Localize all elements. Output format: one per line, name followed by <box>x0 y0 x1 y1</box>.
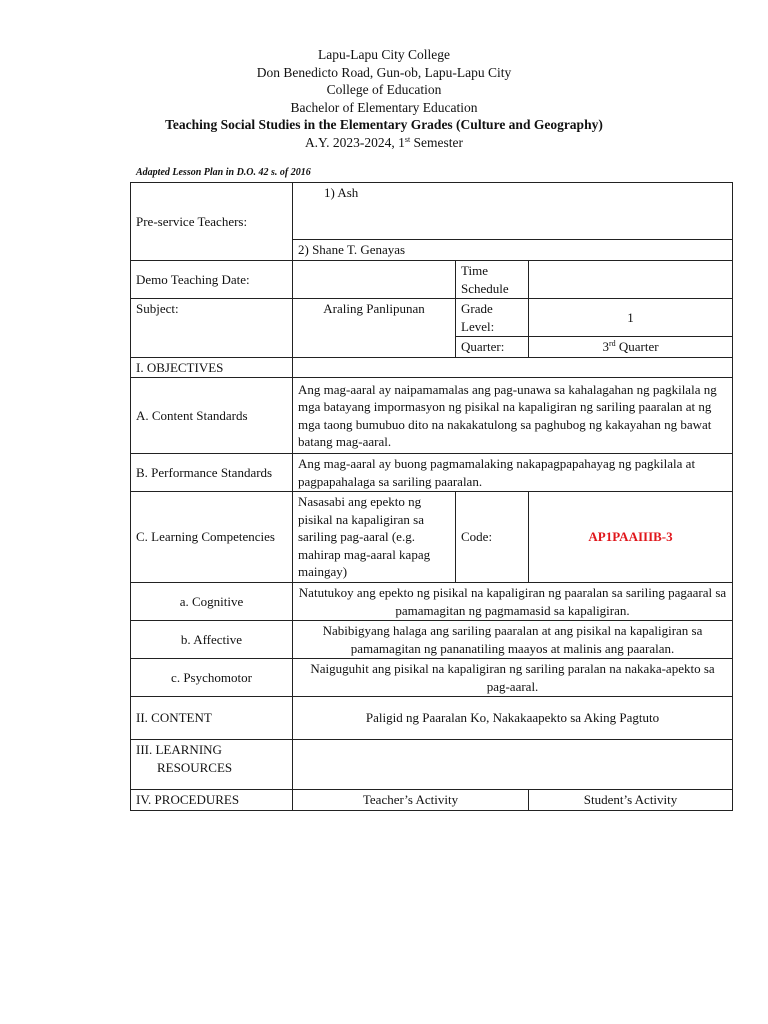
code-value[interactable]: AP1PAAIIIB-3 <box>529 492 733 583</box>
subject-value[interactable]: Araling Panlipunan <box>293 299 456 358</box>
content-standards-value[interactable]: Ang mag-aaral ay naipamamalas ang pag-unawa sa kahalagahan ng pagkilala ng mga batayang impormasyon ng pisikal na kapaligiran ng sariling paaralan at ng mga taong bumubuo dito na nakakatulong sa paghubog ng kakayahan ng bawat batang mag-aaral. <box>293 378 733 454</box>
time-schedule-value[interactable] <box>529 261 733 299</box>
demo-date-value[interactable] <box>293 261 456 299</box>
quarter-label: Quarter: <box>456 337 529 358</box>
academic-year-sup: st <box>404 134 411 144</box>
content-label: II. CONTENT <box>131 697 293 740</box>
psychomotor-value[interactable]: Naiguguhit ang pisikal na kapaligiran ng sariling paralan na nakaka-apekto sa pag-aaral. <box>293 659 733 697</box>
resources-value[interactable] <box>293 740 733 790</box>
demo-date-label: Demo Teaching Date: <box>131 261 293 299</box>
teacher-2[interactable]: 2) Shane T. Genayas <box>293 240 733 261</box>
cognitive-value[interactable]: Natutukoy ang epekto ng pisikal na kapaligiran ng paaralan sa sariling pagaaral sa pamamagitan ng pagmamasid sa kapaligiran. <box>293 583 733 621</box>
department-name: College of Education <box>326 82 442 97</box>
time-schedule-label: Time Schedule <box>456 261 529 299</box>
preservice-label: Pre-service Teachers: <box>131 183 293 261</box>
resources-label <box>131 740 293 790</box>
academic-year <box>0 134 768 152</box>
lesson-plan-table <box>130 182 733 811</box>
learning-competencies-value[interactable]: Nasasabi ang epekto ng pisikal na kapaligiran sa sariling pag-aaral (e.g. mahirap mag-aaral kapag maingay) <box>293 492 456 583</box>
academic-year-prefix: A.Y. 2023-2024, 1 <box>304 134 405 150</box>
grade-level-value[interactable]: 1 <box>529 299 733 337</box>
course-title: Teaching Social Studies in the Elementary Grades (Culture and Geography) <box>165 117 603 132</box>
row-content-standards <box>131 378 733 454</box>
row-learning-resources <box>131 740 733 790</box>
teacher-activity-header: Teacher’s Activity <box>293 790 529 811</box>
content-standards-label: A. Content Standards <box>131 378 293 454</box>
resources-label-line-1: III. LEARNING <box>136 742 222 757</box>
program-name: Bachelor of Elementary Education <box>290 99 478 115</box>
objectives-value <box>293 357 733 378</box>
college-address: Don Benedicto Road, Gun-ob, Lapu-Lapu City <box>256 64 512 80</box>
row-cognitive <box>131 583 733 621</box>
teacher-1-cell[interactable] <box>293 183 733 240</box>
row-content <box>131 697 733 740</box>
content-value[interactable]: Paligid ng Paaralan Ko, Nakakaapekto sa Aking Pagtuto <box>293 697 733 740</box>
cognitive-label: a. Cognitive <box>131 583 293 621</box>
quarter-sup: rd <box>608 339 616 348</box>
row-subject <box>131 299 733 337</box>
quarter-value[interactable] <box>529 337 733 358</box>
learning-competencies-label: C. Learning Competencies <box>131 492 293 583</box>
document-header <box>0 46 768 151</box>
row-psychomotor <box>131 659 733 697</box>
code-label: Code: <box>456 492 529 583</box>
row-learning-competencies <box>131 492 733 583</box>
affective-label: b. Affective <box>131 621 293 659</box>
subject-label: Subject: <box>131 299 293 358</box>
resources-label-line-2: RESOURCES <box>157 759 233 775</box>
row-affective <box>131 621 733 659</box>
quarter-num: 3 <box>602 339 609 354</box>
row-teacher-1 <box>131 183 733 240</box>
college-name: Lapu-Lapu City College <box>318 47 450 62</box>
performance-standards-value[interactable]: Ang mag-aaral ay buong pagmamalaking nakapagpapahayag ng pagkilala at pagpapahalaga sa sariling paaralan. <box>293 454 733 492</box>
objectives-label: I. OBJECTIVES <box>131 357 293 378</box>
row-performance-standards <box>131 454 733 492</box>
performance-standards-label: B. Performance Standards <box>131 454 293 492</box>
grade-level-label: Grade Level: <box>456 299 529 337</box>
row-procedures <box>131 790 733 811</box>
procedures-label: IV. PROCEDURES <box>131 790 293 811</box>
psychomotor-label: c. Psychomotor <box>131 659 293 697</box>
teacher-1: 1) Ash <box>324 185 359 200</box>
affective-value[interactable]: Nabibigyang halaga ang sariling paaralan at ang pisikal na kapaligiran sa pamamagitan ng pananatiling maayos at malinis ang paaralan. <box>293 621 733 659</box>
row-demo-date <box>131 261 733 299</box>
quarter-suffix: Quarter <box>615 339 659 354</box>
academic-year-suffix: Semester <box>410 134 464 150</box>
adapted-note: Adapted Lesson Plan in D.O. 42 s. of 2016 <box>136 167 311 178</box>
row-objectives <box>131 357 733 378</box>
student-activity-header: Student’s Activity <box>529 790 733 811</box>
